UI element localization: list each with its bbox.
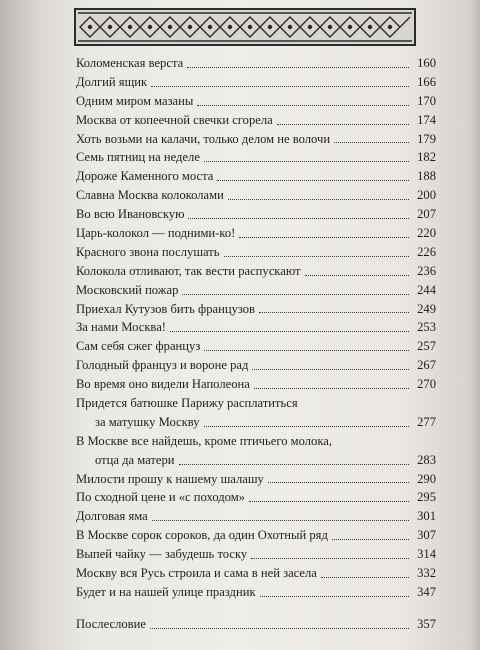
toc-entry-title: Во всю Ивановскую xyxy=(76,207,185,222)
dot-leader xyxy=(254,387,409,389)
toc-entry-title: Одним миром мазаны xyxy=(76,93,194,108)
toc-entry-page: 283 xyxy=(417,452,436,467)
toc-entry-page: 249 xyxy=(417,301,436,316)
dot-leader xyxy=(150,627,409,629)
toc-entry-title-line1: Придется батюшке Парижу расплатиться xyxy=(76,396,298,411)
toc-entry-title: Хоть возьми на калачи, только делом не волочи xyxy=(76,131,331,146)
toc-entry-title: Голодный француз и вороне рад xyxy=(76,358,249,373)
toc-entry xyxy=(76,375,436,394)
toc-entry xyxy=(76,281,436,300)
toc-entry-title: Москву вся Русь строила и сама в ней засела xyxy=(76,566,317,581)
toc-entry-page: 307 xyxy=(417,528,436,543)
toc-entry xyxy=(76,224,436,243)
toc-entry-page: 166 xyxy=(417,74,436,89)
dot-leader xyxy=(182,293,409,295)
toc-entry-page: 182 xyxy=(417,150,436,165)
dot-leader xyxy=(204,160,409,162)
toc-entry xyxy=(76,356,436,375)
toc-entry-title: Милости прошу к нашему шалашу xyxy=(76,471,264,486)
dot-leader xyxy=(249,500,409,502)
table-of-contents xyxy=(76,54,436,634)
toc-entry-title-line2: за матушку Москву xyxy=(95,414,200,429)
toc-entry-title: За нами Москва! xyxy=(76,320,167,335)
toc-entry-title: Москва от копеечной свечки сгорела xyxy=(76,112,273,127)
toc-entry-title: Выпей чайку — забудешь тоску xyxy=(76,547,248,562)
toc-entry-page: 220 xyxy=(417,226,436,240)
toc-list xyxy=(76,470,436,602)
toc-entry xyxy=(76,205,436,224)
toc-entry xyxy=(76,413,436,432)
dot-leader xyxy=(260,595,409,597)
dot-leader xyxy=(217,179,409,181)
toc-entry xyxy=(76,564,436,583)
toc-entry-title: По сходной цене и «с походом» xyxy=(76,490,245,505)
toc-entry xyxy=(76,545,436,564)
dot-leader xyxy=(228,198,409,200)
toc-entry xyxy=(76,488,436,507)
toc-entry-title: Будет и на нашей улице праздник xyxy=(76,584,256,599)
toc-entry-page: 236 xyxy=(417,263,436,278)
toc-entry-page: 207 xyxy=(417,207,436,222)
dot-leader xyxy=(204,349,409,351)
toc-entry-title: В Москве сорок сороков, да один Охотный ряд xyxy=(76,528,328,543)
toc-entry-page: 160 xyxy=(417,55,436,70)
toc-entry-title: Коломенская верста xyxy=(76,55,184,70)
toc-entry-page: 226 xyxy=(417,244,436,259)
toc-entry-page: 357 xyxy=(417,616,436,631)
toc-entry-title: Долгий ящик xyxy=(76,74,148,89)
dot-leader xyxy=(179,463,409,465)
section-gap xyxy=(76,602,436,615)
toc-entry xyxy=(76,111,436,130)
ornament-pattern-icon xyxy=(76,10,414,44)
toc-entry xyxy=(76,130,436,149)
toc-entry-title: Красного звона послушать xyxy=(76,244,220,259)
toc-entry-title-line2: отца да матери xyxy=(95,452,175,467)
toc-entry xyxy=(76,526,436,545)
toc-entry xyxy=(76,300,436,319)
toc-entry-title-line1: В Москве все найдешь, кроме птичьего молока, xyxy=(76,433,332,448)
dot-leader xyxy=(188,217,409,219)
toc-entry-page: 290 xyxy=(417,471,436,486)
dot-leader xyxy=(334,141,409,143)
dot-leader xyxy=(187,66,409,68)
toc-entry-page: 267 xyxy=(417,358,436,373)
dot-leader xyxy=(239,236,409,238)
dot-leader xyxy=(268,481,409,483)
toc-entry-page: 314 xyxy=(417,547,436,562)
toc-entry-page: 301 xyxy=(417,509,436,524)
toc-entry xyxy=(76,470,436,489)
toc-entry-page: 200 xyxy=(417,188,436,203)
dot-leader xyxy=(321,576,409,578)
toc-entry-title: Семь пятниц на неделе xyxy=(76,150,200,165)
toc-entry-title: Послесловие xyxy=(76,616,146,631)
dot-leader xyxy=(224,255,409,257)
toc-entry-page: 270 xyxy=(417,377,436,392)
toc-entry-page: 295 xyxy=(417,490,436,505)
toc-entry-page: 174 xyxy=(417,112,436,127)
toc-entry-page: 253 xyxy=(417,320,436,335)
dot-leader xyxy=(252,368,409,370)
toc-entry-page: 170 xyxy=(417,93,436,108)
toc-entry xyxy=(76,507,436,526)
toc-entry-page: 188 xyxy=(417,169,436,184)
dot-leader xyxy=(332,538,409,540)
toc-entry xyxy=(76,186,436,205)
toc-entry-title: Приехал Кутузов бить французов xyxy=(76,301,256,316)
toc-entry-title: Во время оно видели Наполеона xyxy=(76,377,250,392)
dot-leader xyxy=(277,123,409,125)
toc-entry xyxy=(76,92,436,111)
toc-entry-page: 332 xyxy=(417,566,436,581)
toc-entry-afterword xyxy=(76,615,436,634)
toc-entry-page: 347 xyxy=(417,584,436,599)
toc-entry xyxy=(76,337,436,356)
dot-leader xyxy=(151,85,409,87)
toc-entry-title: Царь-колокол — подними-ко! xyxy=(76,226,236,240)
dot-leader xyxy=(305,274,409,276)
toc-entry-title: Дороже Каменного моста xyxy=(76,169,214,184)
toc-entry xyxy=(76,243,436,262)
dot-leader xyxy=(251,557,409,559)
toc-entry-page: 179 xyxy=(417,131,436,146)
toc-entry xyxy=(76,262,436,281)
dot-leader xyxy=(259,311,409,313)
toc-entry xyxy=(76,54,436,73)
toc-entry-page: 257 xyxy=(417,339,436,354)
toc-entry-title: Московский пожар xyxy=(76,282,179,297)
toc-entry xyxy=(76,73,436,92)
toc-entry xyxy=(76,167,436,186)
toc-entry-title: Сам себя сжег француз xyxy=(76,339,201,354)
toc-entry-title: Славна Москва колоколами xyxy=(76,188,224,203)
toc-entry xyxy=(76,451,436,470)
toc-entry-page: 244 xyxy=(417,282,436,297)
dot-leader xyxy=(152,519,409,521)
decorative-ornament-band xyxy=(74,8,416,46)
toc-list xyxy=(76,54,436,394)
toc-entry-page: 277 xyxy=(417,414,436,429)
toc-entry xyxy=(76,318,436,337)
dot-leader xyxy=(197,104,409,106)
toc-entry-title: Колокола отливают, так вести распускают xyxy=(76,263,301,278)
toc-entry xyxy=(76,583,436,602)
toc-entry-title: Долговая яма xyxy=(76,509,148,524)
dot-leader xyxy=(170,330,409,332)
toc-entry xyxy=(76,148,436,167)
dot-leader xyxy=(204,425,409,427)
